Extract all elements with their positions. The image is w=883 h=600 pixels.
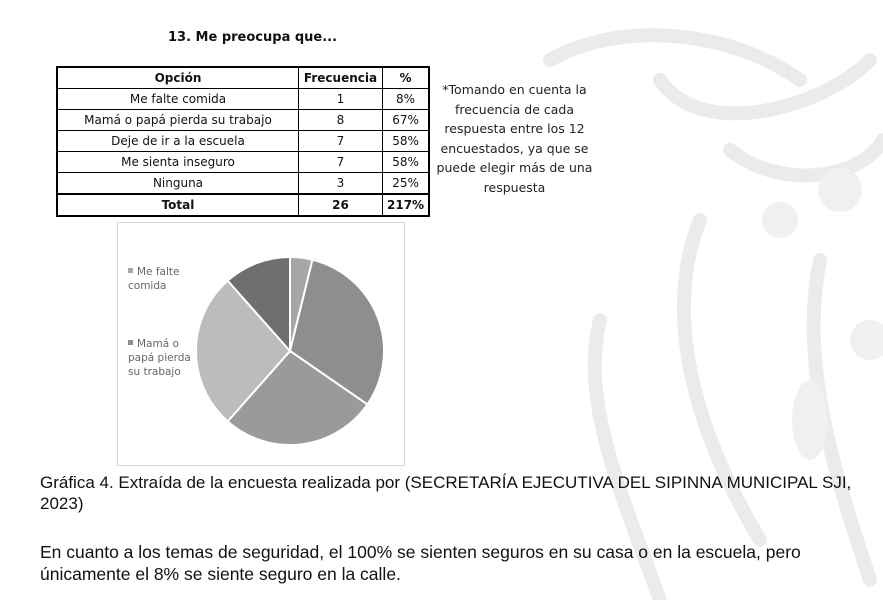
cell-opcion: Me falte comida [57,89,299,110]
cell-total-pct: 217% [383,194,430,216]
header-pct: % [383,67,430,89]
cell-opcion: Deje de ir a la escuela [57,131,299,152]
legend-label: Me falte comida [128,266,180,292]
pie-chart [117,222,405,466]
table-row [57,89,429,110]
table-row [57,152,429,173]
cell-frecuencia: 8 [299,110,383,131]
cell-frecuencia: 7 [299,131,383,152]
body-paragraph: En cuanto a los temas de seguridad, el 100% se sienten seguros en su casa o en la escuela, pero únicamente el 8% se siente seguro en la calle. [40,542,801,584]
cell-opcion: Mamá o papá pierda su trabajo [57,110,299,131]
cell-pct: 25% [383,173,430,195]
cell-frecuencia: 1 [299,89,383,110]
cell-total-label: Total [57,194,299,216]
cell-opcion: Ninguna [57,173,299,195]
table-header-row [57,67,429,89]
cell-frecuencia: 7 [299,152,383,173]
table-row [57,110,429,131]
cell-pct: 67% [383,110,430,131]
table-row [57,173,429,195]
cell-pct: 58% [383,152,430,173]
legend-label: Mamá o papá pierda su trabajo [128,338,191,378]
cell-frecuencia: 3 [299,173,383,195]
header-opcion: Opción [57,67,299,89]
footnote: *Tomando en cuenta la frecuencia de cada respuesta entre los 12 encuestados, ya que se puede elegir más de una respuesta [436,82,593,195]
header-frecuencia: Frecuencia [299,67,383,89]
cell-total-frecuencia: 26 [299,194,383,216]
figure-caption: Gráfica 4. Extraída de la encuesta realizada por (SECRETARÍA EJECUTIVA DEL SIPINNA MUNICIPAL SJI, 2023) [40,473,852,513]
pie-svg [118,223,404,465]
table-row [57,131,429,152]
frequency-table [56,66,430,217]
question-heading: 13. Me preocupa que... [168,30,338,45]
cell-pct: 8% [383,89,430,110]
cell-opcion: Me sienta inseguro [57,152,299,173]
table-total-row [57,194,429,216]
cell-pct: 58% [383,131,430,152]
